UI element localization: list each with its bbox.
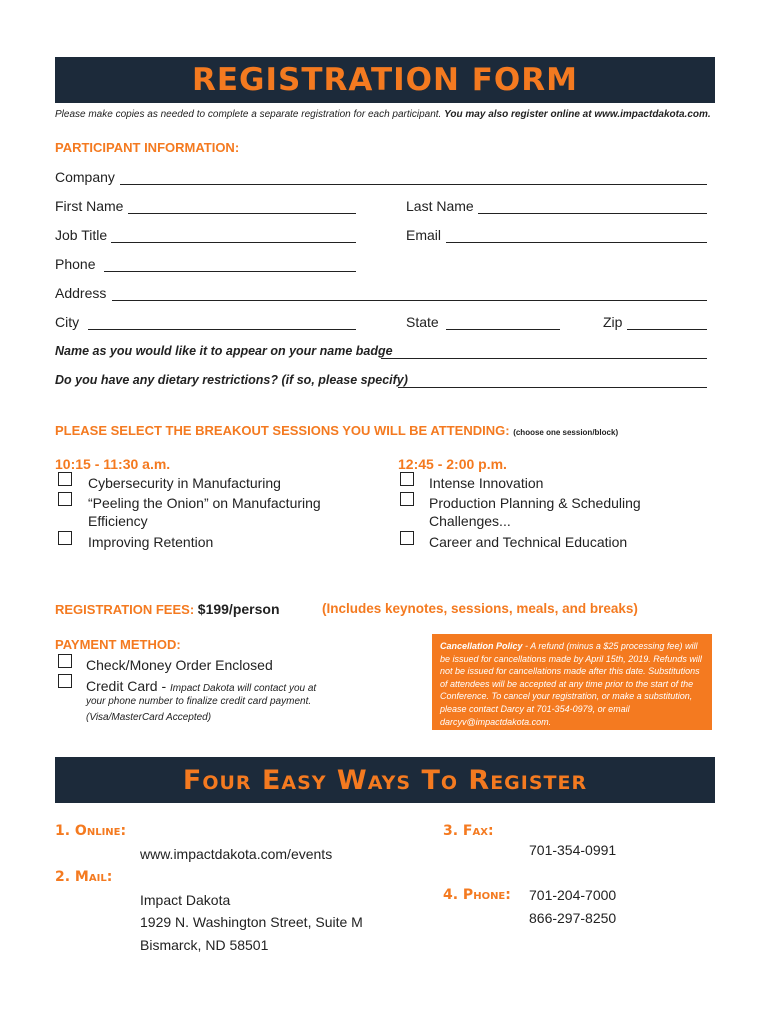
online-label: 1. Online: — [55, 823, 127, 839]
block1-opt2-label-b: Efficiency — [88, 513, 148, 529]
dietary-field[interactable] — [398, 387, 707, 388]
fees-includes: (Includes keynotes, sessions, meals, and breaks) — [322, 601, 638, 616]
credit-label: Credit Card - — [86, 678, 167, 694]
credit-row — [86, 678, 316, 694]
first-name-label: First Name — [55, 198, 124, 214]
city-field[interactable] — [88, 329, 356, 330]
block1-opt2-checkbox[interactable] — [58, 492, 72, 506]
breakout-note: (choose one session/block) — [513, 428, 619, 437]
block1-opt1-checkbox[interactable] — [58, 472, 72, 486]
state-field[interactable] — [446, 329, 560, 330]
block2-opt1-checkbox[interactable] — [400, 472, 414, 486]
email-field[interactable] — [446, 242, 707, 243]
badge-name-label: Name as you would like it to appear on your name badge — [55, 344, 393, 358]
intro-plain: Please make copies as needed to complete a separate registration for each participant. — [55, 109, 442, 120]
block2-opt2-label-a: Production Planning & Scheduling — [429, 495, 641, 511]
credit-note-2: your phone number to finalize credit card payment. — [86, 696, 312, 707]
block2-opt2-checkbox[interactable] — [400, 492, 414, 506]
fax-label: 3. Fax: — [443, 823, 494, 839]
form-title: REGISTRATION FORM — [55, 57, 715, 103]
block1-time: 10:15 - 11:30 a.m. — [55, 456, 171, 472]
job-title-field[interactable] — [111, 242, 356, 243]
mail-label: 2. Mail: — [55, 869, 113, 885]
block2-time: 12:45 - 2:00 p.m. — [398, 456, 507, 472]
fees-row — [55, 601, 280, 617]
email-label: Email — [406, 227, 442, 243]
block1-opt2-label-a: “Peeling the Onion” on Manufacturing — [88, 495, 321, 511]
payment-heading: PAYMENT METHOD: — [55, 637, 181, 652]
intro-bold: You may also register online at www.impactdakota.com. — [444, 109, 711, 120]
block2-opt3-checkbox[interactable] — [400, 531, 414, 545]
fees-amount: $199/person — [197, 601, 280, 617]
fax-value: 701-354-0991 — [529, 842, 617, 858]
block2-opt1-label: Intense Innovation — [429, 475, 544, 491]
mail-line-3: Bismarck, ND 58501 — [140, 937, 269, 953]
zip-field[interactable] — [627, 329, 707, 330]
first-name-field[interactable] — [128, 213, 356, 214]
last-name-label: Last Name — [406, 198, 474, 214]
company-field[interactable] — [120, 184, 707, 185]
breakout-heading — [55, 423, 618, 438]
phone-field[interactable] — [104, 271, 356, 272]
phone-label: Phone — [55, 256, 96, 272]
city-label: City — [55, 314, 80, 330]
block2-opt2-label-b: Challenges... — [429, 513, 511, 529]
mail-line-1: Impact Dakota — [140, 892, 231, 908]
cancellation-text: - A refund (minus a $25 processing fee) will be issued for cancellations made by April 15th, 2019. Refunds will not be issued for cancellations made after this date. Substitutions of attendees will be accepted at any time prior to the start of the Conference. To cancel your registration, or make a substitution, please contact Darcy at 701-354-0979, or email darcyv@impactdakota.com. — [440, 641, 702, 727]
state-label: State — [406, 314, 439, 330]
participant-heading: PARTICIPANT INFORMATION: — [55, 140, 240, 155]
block1-opt3-label: Improving Retention — [88, 534, 214, 550]
zip-label: Zip — [603, 314, 623, 330]
cancellation-policy-box — [432, 634, 712, 730]
intro-text — [55, 109, 711, 120]
credit-checkbox[interactable] — [58, 674, 72, 688]
fees-label: REGISTRATION FEES: — [55, 602, 195, 617]
phone-register-label: 4. Phone: — [443, 887, 511, 903]
company-label: Company — [55, 169, 115, 185]
check-checkbox[interactable] — [58, 654, 72, 668]
block1-opt3-checkbox[interactable] — [58, 531, 72, 545]
address-label: Address — [55, 285, 107, 301]
phone-value-1: 701-204-7000 — [529, 887, 617, 903]
job-title-label: Job Title — [55, 227, 108, 243]
address-field[interactable] — [112, 300, 707, 301]
last-name-field[interactable] — [478, 213, 707, 214]
block1-opt1-label: Cybersecurity in Manufacturing — [88, 475, 281, 491]
dietary-label: Do you have any dietary restrictions? (if so, please specify) — [55, 373, 408, 387]
badge-name-field[interactable] — [381, 358, 707, 359]
mail-line-2: 1929 N. Washington Street, Suite M — [140, 914, 363, 930]
credit-note-3: (Visa/MasterCard Accepted) — [86, 712, 212, 723]
four-ways-title: Four Easy Ways To Register — [55, 757, 715, 803]
breakout-heading-text: PLEASE SELECT THE BREAKOUT SESSIONS YOU WILL BE ATTENDING: — [55, 423, 510, 438]
cancellation-title: Cancellation Policy — [440, 641, 523, 651]
credit-note-1: Impact Dakota will contact you at — [170, 683, 317, 694]
block2-opt3-label: Career and Technical Education — [429, 534, 628, 550]
online-value[interactable]: www.impactdakota.com/events — [140, 846, 333, 862]
phone-value-2: 866-297-8250 — [529, 910, 617, 926]
check-label: Check/Money Order Enclosed — [86, 657, 273, 673]
